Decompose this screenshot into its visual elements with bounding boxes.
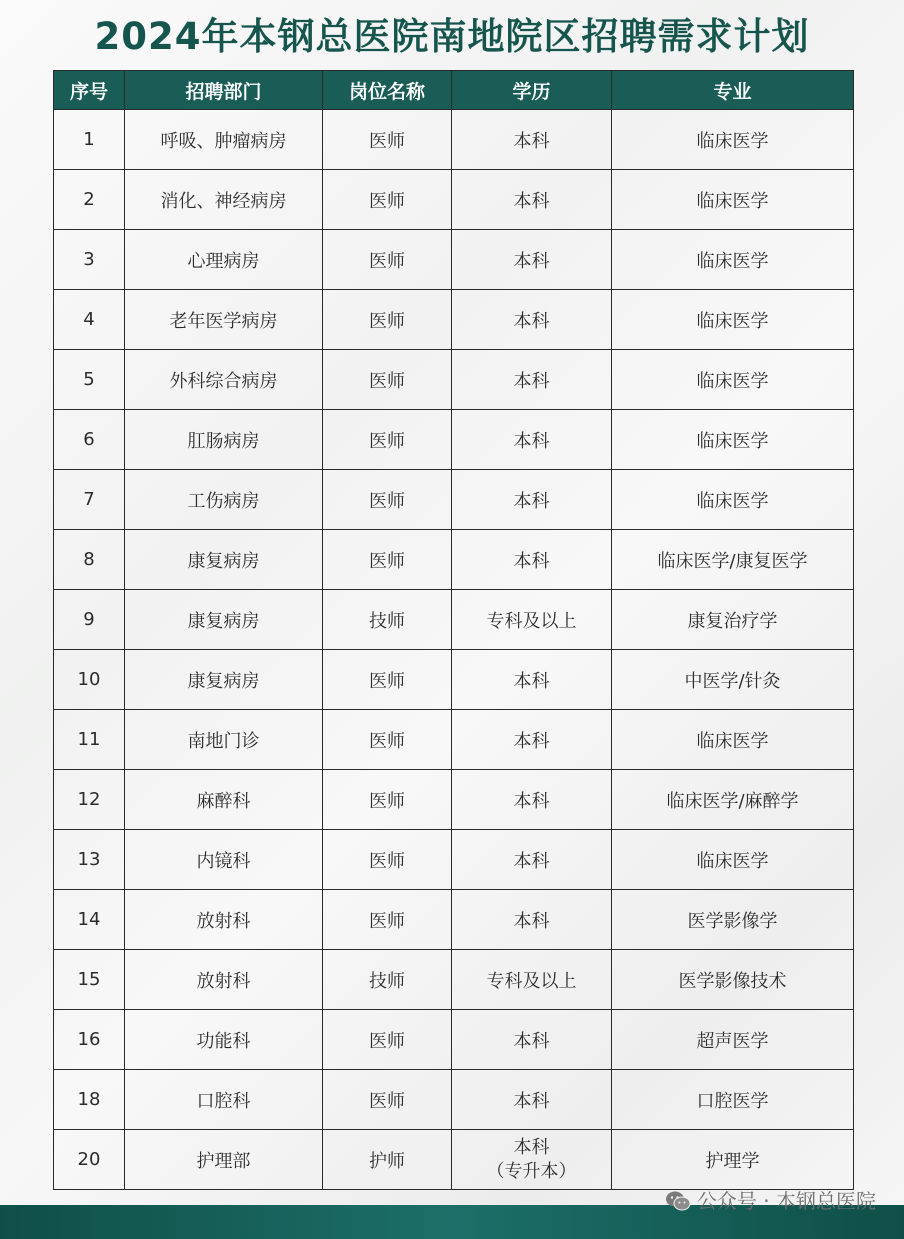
cell-no: 3	[54, 230, 125, 290]
cell-dept: 老年医学病房	[125, 290, 323, 350]
table-row	[54, 530, 854, 590]
cell-edu: 本科	[452, 170, 612, 230]
cell-post: 医师	[323, 230, 452, 290]
cell-major: 中医学/针灸	[612, 650, 854, 710]
cell-edu: 本科	[452, 770, 612, 830]
cell-dept: 肛肠病房	[125, 410, 323, 470]
table-row	[54, 1010, 854, 1070]
cell-dept: 康复病房	[125, 590, 323, 650]
recruitment-table	[53, 70, 854, 1190]
cell-edu: 本科	[452, 230, 612, 290]
cell-no: 13	[54, 830, 125, 890]
table-row	[54, 650, 854, 710]
cell-dept: 功能科	[125, 1010, 323, 1070]
cell-no: 10	[54, 650, 125, 710]
cell-no: 8	[54, 530, 125, 590]
cell-major: 临床医学	[612, 170, 854, 230]
cell-edu: 专科及以上	[452, 590, 612, 650]
cell-dept: 麻醉科	[125, 770, 323, 830]
cell-no: 2	[54, 170, 125, 230]
cell-post: 医师	[323, 350, 452, 410]
cell-major: 临床医学/康复医学	[612, 530, 854, 590]
cell-edu: 本科	[452, 890, 612, 950]
table-row	[54, 350, 854, 410]
cell-dept: 口腔科	[125, 1070, 323, 1130]
cell-dept: 康复病房	[125, 650, 323, 710]
cell-edu: 本科	[452, 1010, 612, 1070]
cell-post: 医师	[323, 290, 452, 350]
cell-edu: 本科	[452, 710, 612, 770]
cell-post: 医师	[323, 1010, 452, 1070]
cell-post: 护师	[323, 1130, 452, 1190]
cell-edu	[452, 1130, 612, 1190]
cell-no: 4	[54, 290, 125, 350]
cell-post: 医师	[323, 1070, 452, 1130]
cell-major: 临床医学	[612, 230, 854, 290]
cell-no: 12	[54, 770, 125, 830]
cell-no: 5	[54, 350, 125, 410]
cell-major: 临床医学	[612, 470, 854, 530]
cell-no: 14	[54, 890, 125, 950]
watermark	[665, 1186, 876, 1216]
cell-no: 15	[54, 950, 125, 1010]
table-row	[54, 110, 854, 170]
table-row	[54, 950, 854, 1010]
cell-post: 医师	[323, 770, 452, 830]
table-row	[54, 290, 854, 350]
cell-edu: 本科	[452, 350, 612, 410]
cell-no: 11	[54, 710, 125, 770]
cell-edu: 本科	[452, 650, 612, 710]
cell-post: 医师	[323, 830, 452, 890]
cell-dept: 工伤病房	[125, 470, 323, 530]
table-row	[54, 830, 854, 890]
cell-post: 技师	[323, 590, 452, 650]
table-row	[54, 170, 854, 230]
cell-edu: 本科	[452, 410, 612, 470]
cell-edu: 本科	[452, 290, 612, 350]
cell-edu: 本科	[452, 110, 612, 170]
table-row	[54, 710, 854, 770]
cell-major: 临床医学	[612, 290, 854, 350]
cell-dept: 放射科	[125, 950, 323, 1010]
cell-major: 医学影像学	[612, 890, 854, 950]
cell-post: 医师	[323, 710, 452, 770]
cell-major: 医学影像技术	[612, 950, 854, 1010]
cell-dept: 外科综合病房	[125, 350, 323, 410]
cell-edu-main: 本科	[513, 1136, 550, 1158]
cell-no: 1	[54, 110, 125, 170]
cell-post: 医师	[323, 470, 452, 530]
cell-major: 超声医学	[612, 1010, 854, 1070]
cell-post: 医师	[323, 650, 452, 710]
cell-major: 临床医学	[612, 410, 854, 470]
table-row	[54, 1070, 854, 1130]
cell-major: 口腔医学	[612, 1070, 854, 1130]
cell-edu: 本科	[452, 470, 612, 530]
page-title: 2024年本钢总医院南地院区招聘需求计划	[94, 15, 810, 58]
table-row	[54, 1130, 854, 1190]
wechat-icon	[665, 1190, 691, 1212]
table-row	[54, 230, 854, 290]
cell-major: 临床医学	[612, 710, 854, 770]
cell-no: 7	[54, 470, 125, 530]
cell-dept: 呼吸、肿瘤病房	[125, 110, 323, 170]
cell-dept: 南地门诊	[125, 710, 323, 770]
table-row	[54, 470, 854, 530]
cell-no: 9	[54, 590, 125, 650]
cell-edu: 本科	[452, 1070, 612, 1130]
cell-post: 医师	[323, 530, 452, 590]
header-dept: 招聘部门	[125, 71, 323, 110]
cell-edu: 专科及以上	[452, 950, 612, 1010]
cell-post: 医师	[323, 410, 452, 470]
cell-major: 护理学	[612, 1130, 854, 1190]
cell-dept: 放射科	[125, 890, 323, 950]
cell-post: 医师	[323, 110, 452, 170]
cell-major: 临床医学	[612, 110, 854, 170]
cell-major: 临床医学	[612, 830, 854, 890]
table-header	[54, 71, 854, 110]
cell-edu-note: （专升本）	[486, 1160, 577, 1182]
cell-major: 康复治疗学	[612, 590, 854, 650]
table-row	[54, 770, 854, 830]
cell-major: 临床医学/麻醉学	[612, 770, 854, 830]
cell-edu: 本科	[452, 830, 612, 890]
watermark-text: 公众号 · 本钢总医院	[696, 1189, 876, 1213]
cell-dept: 内镜科	[125, 830, 323, 890]
header-row	[54, 71, 854, 110]
header-post: 岗位名称	[323, 71, 452, 110]
cell-post: 技师	[323, 950, 452, 1010]
cell-dept: 康复病房	[125, 530, 323, 590]
table-body	[54, 110, 854, 1190]
table-row	[54, 890, 854, 950]
cell-dept: 心理病房	[125, 230, 323, 290]
cell-post: 医师	[323, 170, 452, 230]
cell-no: 20	[54, 1130, 125, 1190]
header-major: 专业	[612, 71, 854, 110]
cell-no: 6	[54, 410, 125, 470]
cell-no: 16	[54, 1010, 125, 1070]
cell-post: 医师	[323, 890, 452, 950]
header-edu: 学历	[452, 71, 612, 110]
cell-major: 临床医学	[612, 350, 854, 410]
cell-dept: 护理部	[125, 1130, 323, 1190]
header-no: 序号	[54, 71, 125, 110]
cell-no: 18	[54, 1070, 125, 1130]
table-row	[54, 590, 854, 650]
table-row	[54, 410, 854, 470]
cell-dept: 消化、神经病房	[125, 170, 323, 230]
cell-edu: 本科	[452, 530, 612, 590]
